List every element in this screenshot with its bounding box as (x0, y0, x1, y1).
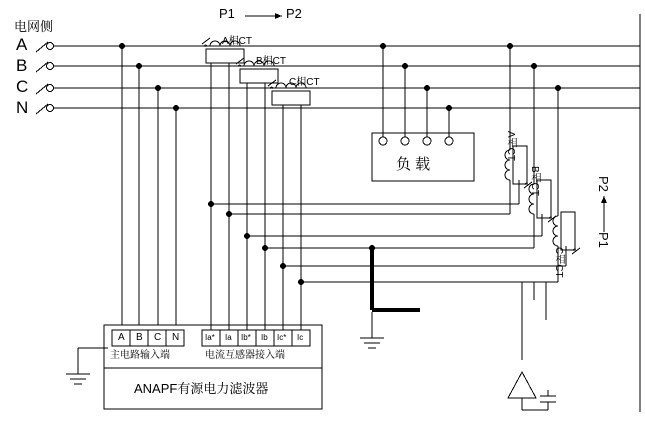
ct-terminal-ib-star: Ib* (241, 333, 251, 342)
terminal-a (47, 43, 54, 50)
star-mark-c-top: * (270, 85, 274, 94)
load-terminal-2 (401, 137, 409, 145)
star-mark-b-right: * (549, 215, 553, 224)
junction-load-b (403, 64, 408, 69)
junction-drop-n (174, 106, 179, 111)
device-title: ANAPF有源电力滤波器 (134, 381, 269, 396)
phase-label-b: B (16, 56, 28, 75)
star-mark-b-top: * (238, 63, 242, 72)
grid-side-label: 电网侧 (14, 19, 54, 34)
right-flow-p2: P2 (596, 176, 611, 192)
load-terminal-1 (379, 137, 387, 145)
ct-coil-c-right (553, 212, 575, 250)
top-flow-p1: P1 (219, 6, 235, 21)
load-terminal-4 (445, 137, 453, 145)
junction-center-ground (370, 246, 375, 251)
junction-drop-b (137, 64, 142, 69)
junction-run-a-star (209, 202, 214, 207)
junction-run-c-star (281, 264, 286, 269)
junction-run-a (227, 212, 232, 217)
star-mark-a-top: * (204, 43, 208, 52)
main-input-label: 主电路输入端 (110, 350, 170, 361)
main-terminal-a: A (118, 332, 125, 343)
ct-label-c-right: C相CT (553, 247, 564, 278)
terminal-b (47, 63, 54, 70)
junction-right-a (508, 44, 513, 49)
junction-run-b (263, 246, 268, 251)
junction-right-b (532, 64, 537, 69)
junction-right-c (556, 86, 561, 91)
ct-label-a-top: A相CT (222, 36, 252, 47)
terminal-c (47, 85, 54, 92)
phase-label-c: C (16, 77, 29, 96)
main-terminal-b: B (136, 332, 143, 343)
junction-load-n (447, 106, 452, 111)
ct-terminal-ia: Ia (225, 333, 232, 342)
ct-terminal-ia-star: Ia* (205, 333, 215, 342)
junction-drop-c (156, 86, 161, 91)
right-flow-p1: P1 (596, 232, 611, 248)
junction-load-c (425, 86, 430, 91)
main-terminal-n: N (172, 332, 180, 343)
junction-drop-a (120, 44, 125, 49)
load-terminal-3 (423, 137, 431, 145)
ct-terminal-ic-star: Ic* (277, 333, 287, 342)
top-flow-arrow-head (275, 13, 282, 19)
top-flow-p2: P2 (286, 6, 302, 21)
ct-input-label: 电流互感器接入端 (205, 350, 285, 361)
delta-triangle (508, 372, 536, 398)
main-terminal-c: C (154, 332, 162, 343)
star-mark-c-right: * (573, 247, 577, 256)
junction-load-a (381, 44, 386, 49)
ct-label-c-top: C相CT (289, 77, 320, 88)
phase-label-a: A (16, 35, 28, 54)
ct-label-a-right: A相CT (505, 131, 516, 161)
terminal-n (47, 105, 54, 112)
ct-terminal-ic: Ic (297, 333, 304, 342)
junction-run-c (299, 280, 304, 285)
star-mark-a-right: * (525, 181, 529, 190)
ct-label-b-top: B相CT (256, 56, 286, 67)
load-box-label: 负 载 (396, 156, 431, 173)
junction-run-b-star (245, 234, 250, 239)
ct-label-b-right: B相CT (529, 166, 540, 196)
phase-label-n: N (16, 98, 29, 117)
ct-terminal-ib: Ib (261, 333, 268, 342)
right-flow-arrow-head (601, 196, 607, 203)
